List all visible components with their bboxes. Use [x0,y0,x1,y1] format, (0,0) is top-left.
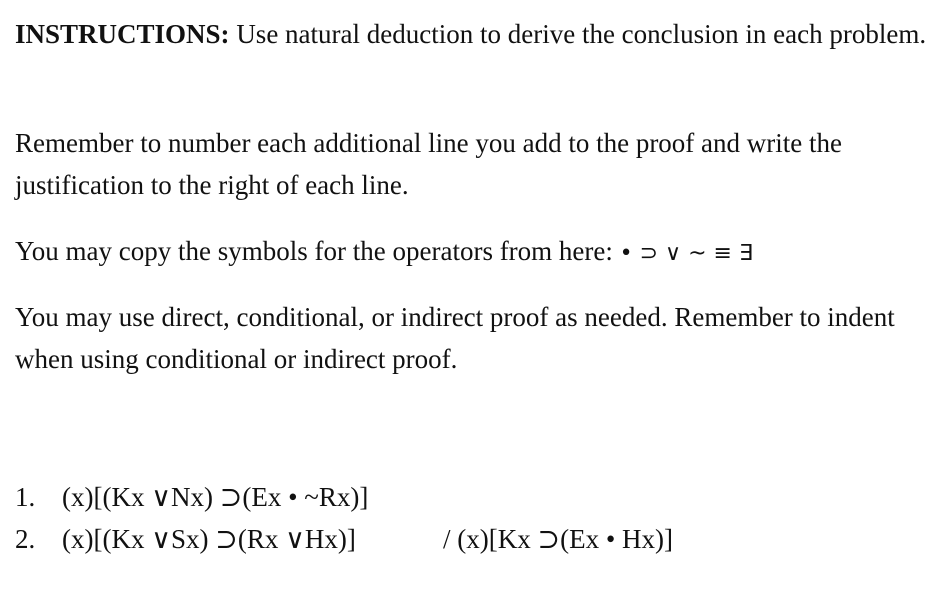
line-number: 2. [15,524,36,554]
line-number: 1. [15,482,36,512]
instructions-text: Use natural deduction to derive the conclusion in each problem. [229,19,927,49]
conclusion-formula: / (x)[Kx ⊃(Ex • Hx)] [443,524,674,554]
instructions-paragraph [15,13,930,55]
operator-symbols: • ⊃ ∨ ~ ≡ ∃ [619,241,753,266]
premise-line [15,477,368,517]
instructions-label: INSTRUCTIONS: [15,19,230,49]
proof-methods-paragraph: You may use direct, conditional, or indirect proof as needed. Remember to indent when using conditional or indirect proof. [15,302,895,374]
symbols-text: You may copy the symbols for the operators from here: [15,236,620,266]
premise-formula: (x)[(Kx ∨Nx) ⊃(Ex • ~Rx)] [62,482,369,512]
premise-formula: (x)[(Kx ∨Sx) ⊃(Rx ∨Hx)] [62,524,356,554]
symbols-paragraph [15,230,930,275]
remember-paragraph: Remember to number each additional line you add to the proof and write the justification to the right of each line. [15,128,842,200]
premise-line [15,519,674,559]
